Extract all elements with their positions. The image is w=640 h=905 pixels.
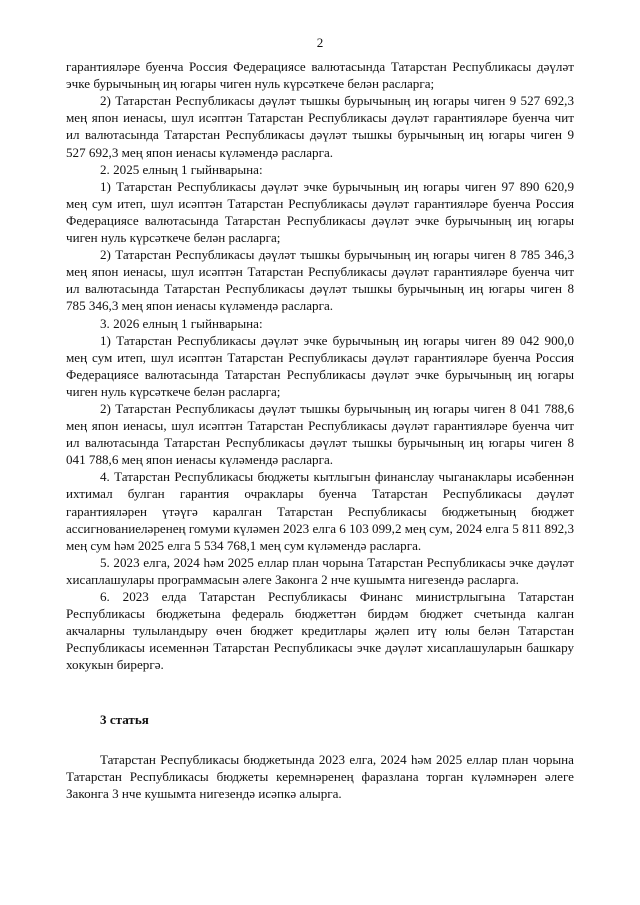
paragraph: 6. 2023 елда Татарстан Республикасы Финанс министрлыгына Татарстан Республикасы бюджетына федераль бюджеттән бирдәм бюджет счетында калган акчаларны тулыландыру өчен бюджет кредитлары җәлеп итү юлы белән Татарстан Республикасы исеменнән Татарстан Республикасы эчке дәүләт хисаплашуларын башкару хокукын бирергә. [66,589,574,673]
page-number: 2 [316,35,324,50]
paragraph: 2) Татарстан Республикасы дәүләт тышкы бурычының иң югары чиген 8 041 788,6 мең япон иенасы, шул исәптән Татарстан Республикасы дәүләт гарантияләре буенча чит ил валютасында Татарстан Республикасы дәүләт тышкы бурычының иң югары чиген 8 041 788,6 мең япон иенасы күләмендә расларга. [66,400,574,468]
article-paragraph: Татарстан Республикасы бюджетында 2023 елга, 2024 һәм 2025 еллар план чорына Татарстан Республикасы бюджеты керемнәренең фаразлана торган күләмнәрен әлеге Законга 3 нче кушымта нигезендә исәпкә алырга. [66,751,574,801]
paragraph: 4. Татарстан Республикасы бюджеты кытлыгын финанслау чыганаклары исәбеннән ихтимал булган гарантия очраклары буенча Татарстан Республикасы дәүләт гарантияләрен үтәүгә каралган Татарстан Республикасы бюджетының бюджет ассигнованиеләренең гомуми күләмен 2023 елга 6 103 099,2 мең сум, 2024 елга 5 811 892,3 мең сум һәм 2025 елга 5 534 768,1 мең сум күләмендә расларга. [66,469,574,553]
paragraph: 2. 2025 елның 1 гыйнварына: [100,161,263,177]
paragraph: 1) Татарстан Республикасы дәүләт эчке бурычының иң югары чиген 97 890 620,9 мең сум итеп, шул исәптән Татарстан Республикасы дәүләт гарантияләре буенча Россия Федерациясе валютасында Татарстан Республикасы дәүләт эчке бурычының иң югары чиген нуль күрсәткече белән расларга; [66,178,574,246]
paragraph-continuation: гарантияләре буенча Россия Федерациясе валютасында Татарстан Республикасы дәүләт эчке бурычының иң югары чиген нуль күрсәткече белән расларга; [66,59,574,92]
paragraph: 2) Татарстан Республикасы дәүләт тышкы бурычының иң югары чиген 9 527 692,3 мең япон иенасы, шул исәптән Татарстан Республикасы дәүләт гарантияләре буенча чит ил валютасында Татарстан Республикасы дәүләт тышкы бурычының иң югары чиген 9 527 692,3 мең япон иенасы күләмендә расларга. [66,93,574,160]
paragraph: 1) Татарстан Республикасы дәүләт эчке бурычының иң югары чиген 89 042 900,0 мең сум итеп, шул исәптән Татарстан Республикасы дәүләт гарантияләре буенча Россия Федерациясе валютасында Татарстан Республикасы дәүләт эчке бурычының иң югары чиген нуль күрсәткече белән расларга; [66,332,574,399]
document-page [66,34,574,802]
paragraph: 5. 2023 елга, 2024 һәм 2025 еллар план чорына Татарстан Республикасы эчке дәүләт хисаплашулары программасын әлеге Законга 2 нче кушымта нигезендә расларга. [66,554,574,587]
article-heading: 3 статья [100,712,149,728]
paragraph: 3. 2026 елның 1 гыйнварына: [100,315,263,331]
paragraph: 2) Татарстан Республикасы дәүләт тышкы бурычының иң югары чиген 8 785 346,3 мең япон иенасы, шул исәптән Татарстан Республикасы дәүләт гарантияләре буенча чит ил валютасында Татарстан Республикасы дәүләт тышкы бурычының иң югары чиген 8 785 346,3 мең япон иенасы күләмендә расларга. [66,247,574,314]
